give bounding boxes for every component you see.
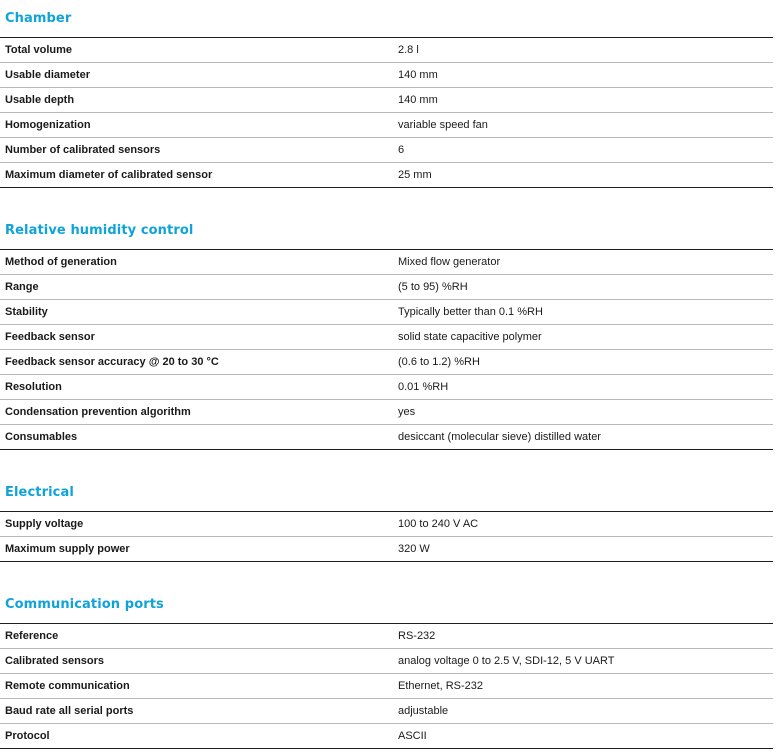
spec-value: RS-232 [398, 624, 773, 649]
spec-label: Feedback sensor [0, 325, 398, 350]
spec-value: analog voltage 0 to 2.5 V, SDI-12, 5 V UART [398, 649, 773, 674]
table-row [0, 512, 773, 537]
spec-value: variable speed fan [398, 113, 773, 138]
spec-label: Range [0, 275, 398, 300]
spec-label: Homogenization [0, 113, 398, 138]
spec-value: yes [398, 400, 773, 425]
spec-label: Total volume [0, 38, 398, 63]
spec-value: 320 W [398, 537, 773, 562]
spec-label: Stability [0, 300, 398, 325]
spec-value: Mixed flow generator [398, 250, 773, 275]
spec-label: Condensation prevention algorithm [0, 400, 398, 425]
table-row [0, 350, 773, 375]
table-row [0, 250, 773, 275]
section-heading-chamber: Chamber [5, 11, 72, 26]
spec-value: adjustable [398, 699, 773, 724]
spec-label: Calibrated sensors [0, 649, 398, 674]
spec-value: (5 to 95) %RH [398, 275, 773, 300]
spec-label: Usable diameter [0, 63, 398, 88]
spec-table-chamber [0, 37, 773, 188]
spec-table-electrical [0, 511, 773, 562]
section-heading-electrical: Electrical [5, 485, 74, 500]
table-row [0, 38, 773, 63]
spec-label: Number of calibrated sensors [0, 138, 398, 163]
spec-value: 140 mm [398, 63, 773, 88]
spec-value: Typically better than 0.1 %RH [398, 300, 773, 325]
section-relative-humidity-control [0, 222, 773, 450]
section-electrical [0, 484, 773, 562]
section-heading-communication-ports: Communication ports [5, 597, 164, 612]
spec-label: Maximum diameter of calibrated sensor [0, 163, 398, 188]
spec-label: Usable depth [0, 88, 398, 113]
spec-value: solid state capacitive polymer [398, 325, 773, 350]
table-row [0, 674, 773, 699]
section-heading-relative-humidity-control: Relative humidity control [5, 223, 194, 238]
section-chamber [0, 10, 773, 188]
section-communication-ports [0, 596, 773, 749]
spec-value: (0.6 to 1.2) %RH [398, 350, 773, 375]
spec-label: Consumables [0, 425, 398, 450]
spec-value: 0.01 %RH [398, 375, 773, 400]
spec-value: 140 mm [398, 88, 773, 113]
table-row [0, 63, 773, 88]
spec-label: Maximum supply power [0, 537, 398, 562]
table-row [0, 163, 773, 188]
spec-label: Method of generation [0, 250, 398, 275]
table-row [0, 724, 773, 749]
spec-label: Resolution [0, 375, 398, 400]
table-row [0, 300, 773, 325]
table-row [0, 425, 773, 450]
spec-label: Reference [0, 624, 398, 649]
spec-label: Protocol [0, 724, 398, 749]
table-row [0, 699, 773, 724]
table-row [0, 138, 773, 163]
spec-label: Baud rate all serial ports [0, 699, 398, 724]
table-row [0, 375, 773, 400]
spec-label: Feedback sensor accuracy @ 20 to 30 °C [0, 350, 398, 375]
spec-label: Supply voltage [0, 512, 398, 537]
spec-value: desiccant (molecular sieve) distilled water [398, 425, 773, 450]
spec-value: Ethernet, RS-232 [398, 674, 773, 699]
spec-value: 25 mm [398, 163, 773, 188]
table-row [0, 113, 773, 138]
table-row [0, 624, 773, 649]
table-row [0, 649, 773, 674]
table-row [0, 325, 773, 350]
spec-label: Remote communication [0, 674, 398, 699]
table-row [0, 88, 773, 113]
spec-table-communication-ports [0, 623, 773, 749]
table-row [0, 537, 773, 562]
spec-table-relative-humidity-control [0, 249, 773, 450]
spec-value: 6 [398, 138, 773, 163]
spec-value: ASCII [398, 724, 773, 749]
spec-value: 100 to 240 V AC [398, 512, 773, 537]
spec-value: 2.8 l [398, 38, 773, 63]
table-row [0, 400, 773, 425]
table-row [0, 275, 773, 300]
